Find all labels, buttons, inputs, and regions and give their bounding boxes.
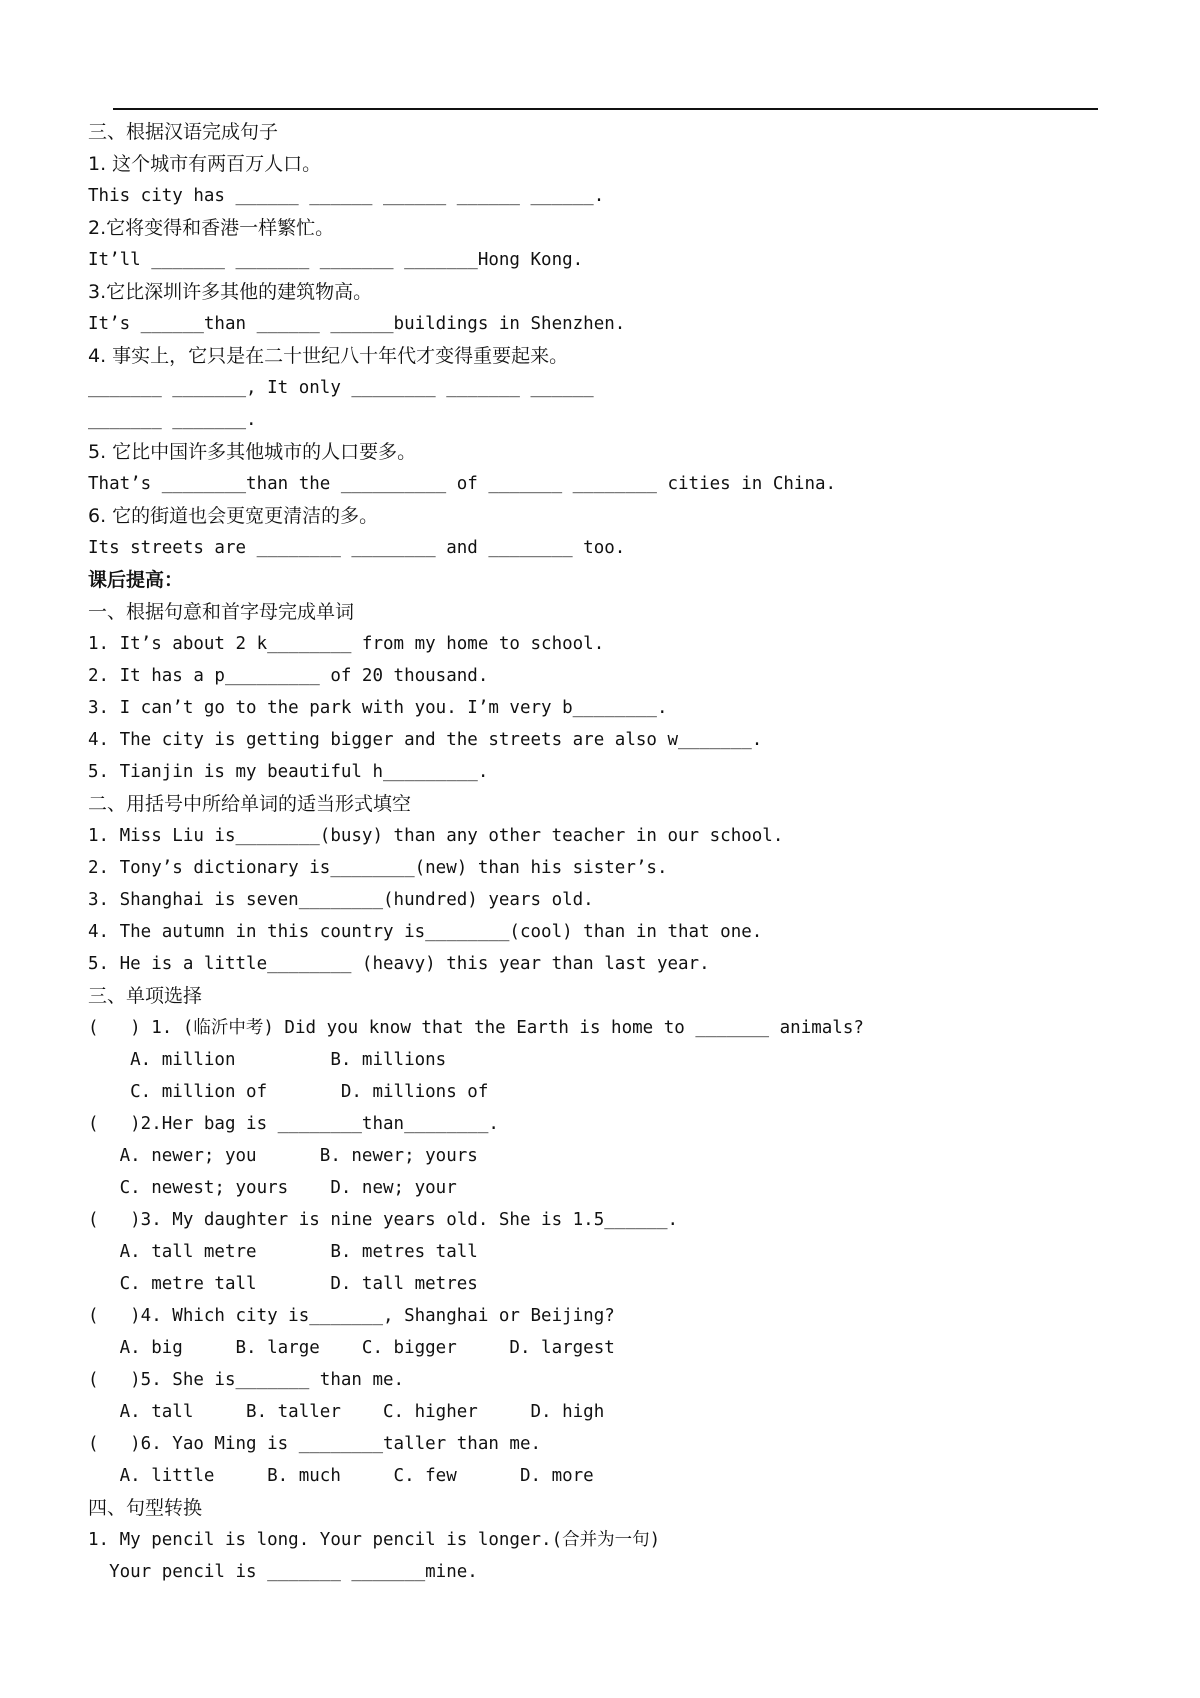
mc-options-1a: A. million B. millions: [88, 1050, 447, 1070]
section-heading-complete-sentences: 三、根据汉语完成句子: [88, 121, 279, 143]
transform-answer-1: Your pencil is _______ _______mine.: [88, 1562, 478, 1582]
part2-item-5: 5. He is a little________ (heavy) this year than last year.: [88, 954, 710, 974]
sentence-prompt-5: 5. 它比中国许多其他城市的人口要多。: [88, 441, 417, 463]
sentence-prompt-6: 6. 它的街道也会更宽更清洁的多。: [88, 505, 379, 527]
part1-heading: 一、根据句意和首字母完成单词: [88, 601, 355, 623]
mc-question-1: ( ) 1. (临沂中考) Did you know that the Earth is home to _______ animals?: [88, 1018, 864, 1038]
header-rule: [113, 108, 1098, 110]
sentence-prompt-4: 4. 事实上，它只是在二十世纪八十年代才变得重要起来。: [88, 345, 569, 367]
sentence-answer-6: Its streets are ________ ________ and ________ too.: [88, 538, 626, 558]
part2-heading: 二、用括号中所给单词的适当形式填空: [88, 793, 412, 815]
sentence-prompt-2: 2.它将变得和香港一样繁忙。: [88, 217, 335, 239]
part2-item-4: 4. The autumn in this country is________(cool) than in that one.: [88, 922, 763, 942]
sentence-answer-1: This city has ______ ______ ______ ______ ______.: [88, 186, 605, 206]
mc-options-5: A. tall B. taller C. higher D. high: [88, 1402, 605, 1422]
sentence-prompt-1: 1. 这个城市有两百万人口。: [88, 153, 322, 175]
mc-question-3: ( )3. My daughter is nine years old. She is 1.5______.: [88, 1210, 679, 1230]
part2-item-3: 3. Shanghai is seven________(hundred) years old.: [88, 890, 594, 910]
mc-options-6: A. little B. much C. few D. more: [88, 1466, 594, 1486]
sentence-answer-2: It’ll _______ _______ _______ _______Hong Kong.: [88, 250, 584, 270]
worksheet-content: [88, 116, 1128, 1588]
part1-item-2: 2. It has a p_________ of 20 thousand.: [88, 666, 489, 686]
part1-item-5: 5. Tianjin is my beautiful h_________.: [88, 762, 489, 782]
sentence-answer-3: It’s ______than ______ ______buildings in Shenzhen.: [88, 314, 626, 334]
mc-options-2b: C. newest; yours D. new; your: [88, 1178, 457, 1198]
sentence-answer-4-cont: _______ _______.: [88, 410, 257, 430]
mc-options-4: A. big B. large C. bigger D. largest: [88, 1338, 615, 1358]
mc-options-3b: C. metre tall D. tall metres: [88, 1274, 478, 1294]
part1-item-4: 4. The city is getting bigger and the streets are also w_______.: [88, 730, 763, 750]
mc-question-2: ( )2.Her bag is ________than________.: [88, 1114, 499, 1134]
part1-item-3: 3. I can’t go to the park with you. I’m very b________.: [88, 698, 668, 718]
sentence-answer-5: That’s ________than the __________ of _______ ________ cities in China.: [88, 474, 837, 494]
part1-item-1: 1. It’s about 2 k________ from my home to school.: [88, 634, 605, 654]
part4-heading: 四、句型转换: [88, 1497, 203, 1519]
sentence-answer-4: _______ _______, It only ________ _______ ______: [88, 378, 594, 398]
after-class-heading: 课后提高：: [88, 569, 184, 591]
transform-question-1: 1. My pencil is long. Your pencil is longer.(合并为一句): [88, 1530, 661, 1550]
mc-question-4: ( )4. Which city is_______, Shanghai or Beijing?: [88, 1306, 615, 1326]
part3-heading: 三、单项选择: [88, 985, 203, 1007]
part2-item-1: 1. Miss Liu is________(busy) than any other teacher in our school.: [88, 826, 784, 846]
sentence-prompt-3: 3.它比深圳许多其他的建筑物高。: [88, 281, 373, 303]
mc-options-2a: A. newer; you B. newer; yours: [88, 1146, 478, 1166]
mc-options-3a: A. tall metre B. metres tall: [88, 1242, 478, 1262]
mc-question-5: ( )5. She is_______ than me.: [88, 1370, 405, 1390]
part2-item-2: 2. Tony’s dictionary is________(new) than his sister’s.: [88, 858, 668, 878]
mc-options-1b: C. million of D. millions of: [88, 1082, 489, 1102]
mc-question-6: ( )6. Yao Ming is ________taller than me.: [88, 1434, 542, 1454]
